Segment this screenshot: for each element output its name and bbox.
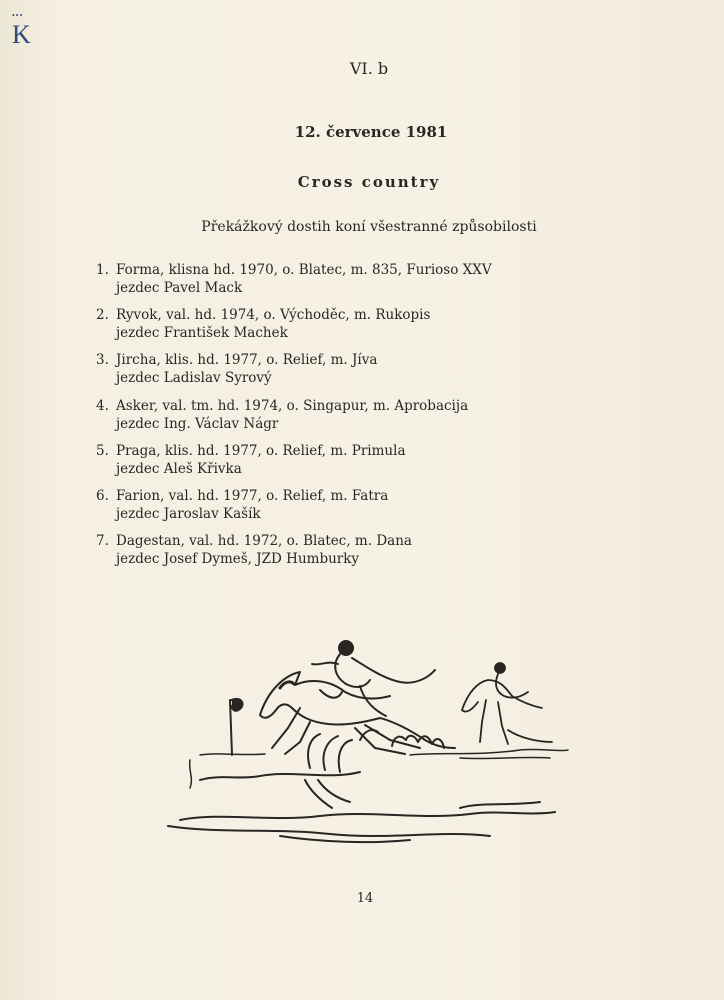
entry-rider: jezdec František Machek (116, 325, 288, 342)
entry-horse: Forma, klisna hd. 1970, o. Blatec, m. 835, Furioso XXV (116, 262, 492, 278)
entry-item (96, 261, 596, 306)
entry-rider: jezdec Aleš Křivka (116, 460, 242, 477)
entry-rider: jezdec Jaroslav Kašík (116, 505, 261, 522)
entry-rider: jezdec Ladislav Syrový (116, 370, 272, 387)
page-number: 14 (356, 891, 374, 906)
entry-number: 6. (96, 487, 109, 504)
entry-item (96, 532, 596, 577)
entry-number: 4. (96, 397, 109, 414)
event-date: 12. července 1981 (294, 123, 448, 141)
horse-race-illustration (160, 630, 580, 850)
entry-rider: jezdec Ing. Václav Nágr (116, 415, 279, 432)
logo-letter: K (12, 20, 31, 49)
entry-horse: Asker, val. tm. hd. 1974, o. Singapur, m. Aprobacija (116, 397, 469, 414)
entry-rider: jezdec Pavel Mack (116, 280, 243, 296)
entry-item (96, 397, 596, 442)
entry-list (96, 261, 596, 577)
entry-item (96, 487, 596, 532)
ground-lines-sketch (410, 749, 568, 758)
second-horse-sketch (462, 663, 552, 744)
entry-number: 1. (96, 262, 109, 278)
entry-number: 3. (96, 352, 109, 369)
section-id: VI. b (349, 59, 389, 78)
event-title: Cross country (297, 173, 441, 191)
library-logo (10, 12, 36, 48)
entry-item (96, 442, 596, 487)
lead-horse-sketch (260, 672, 455, 754)
entry-rider: jezdec Josef Dymeš, JZD Humburky (116, 551, 360, 568)
event-subtitle: Překážkový dostih koní všestranné způsobilosti (201, 219, 537, 235)
course-flag-icon (200, 699, 265, 755)
entry-horse: Jircha, klis. hd. 1977, o. Relief, m. Jíva (116, 352, 378, 369)
entry-number: 5. (96, 442, 109, 459)
entry-horse: Dagestan, val. hd. 1972, o. Blatec, m. Dana (116, 533, 412, 550)
lead-rider-sketch (312, 641, 435, 716)
entry-horse: Ryvok, val. hd. 1974, o. Východěc, m. Rukopis (116, 307, 431, 324)
entry-horse: Farion, val. hd. 1977, o. Relief, m. Fatra (116, 487, 389, 504)
entry-horse: Praga, klis. hd. 1977, o. Relief, m. Primula (116, 442, 406, 459)
entry-item (96, 351, 596, 396)
entry-item (96, 306, 596, 351)
logo-dots: ••• (12, 11, 24, 20)
hedge-obstacle-sketch (168, 730, 555, 842)
entry-number: 7. (96, 533, 109, 550)
entry-number: 2. (96, 307, 109, 324)
